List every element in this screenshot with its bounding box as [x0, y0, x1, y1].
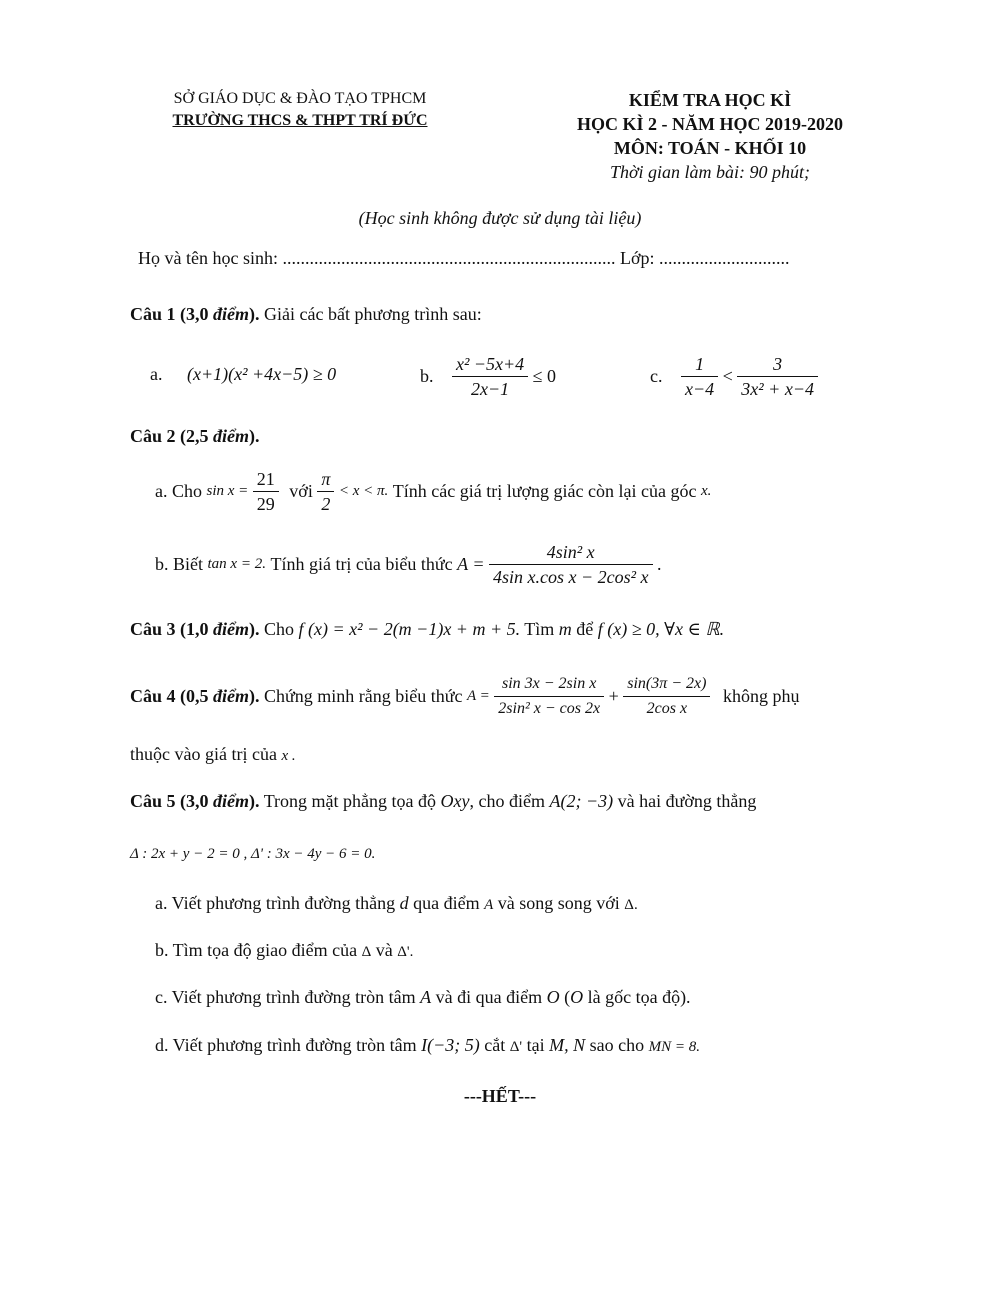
q2-b-label: b. Biết	[155, 554, 203, 574]
q5-d-condition: MN = 8.	[648, 1039, 700, 1055]
q2-b-tan: tan x = 2.	[207, 556, 266, 572]
exam-subject: MÔN: TOÁN - KHỐI 10	[613, 138, 807, 158]
school-name: TRƯỜNG THCS & THPT TRÍ ĐỨC	[172, 112, 428, 129]
header-left	[140, 88, 460, 132]
q5-a-end: và song song với	[497, 893, 620, 913]
q3	[130, 619, 724, 640]
q4-text-1: Chứng minh rằng biểu thức	[259, 686, 463, 706]
q5-text-2: , cho điểm	[469, 791, 545, 811]
department-name: SỞ GIÁO DỤC & ĐÀO TẠO TPHCM	[173, 90, 427, 107]
q3-text-1: Cho	[259, 619, 295, 639]
q5-b-delta-2: Δ'.	[397, 944, 414, 960]
q5-a	[155, 893, 638, 914]
q1-c-numerator-1: 1	[681, 352, 718, 377]
q1-b-numerator: x² −5x+4	[452, 352, 528, 377]
q2-a-var: x.	[700, 483, 712, 499]
q1-c-denominator-2: 3x² + x−4	[741, 379, 814, 399]
q5-a-A: A	[484, 897, 494, 913]
q1-c-label: c.	[650, 366, 663, 386]
student-line	[138, 248, 878, 269]
q5-text-1: Trong mặt phẳng tọa độ	[259, 791, 437, 811]
q5-b	[155, 940, 413, 961]
q5-c-A: A	[420, 987, 432, 1007]
q5-d-text: d. Viết phương trình đường tròn tâm	[155, 1035, 417, 1055]
q4-fraction-2	[623, 672, 710, 721]
q5-label: Câu 5 (3,0	[130, 791, 214, 811]
q2-a-pi-fraction	[317, 467, 334, 516]
q1-c	[650, 352, 818, 401]
q5-text-3: và hai đường thẳng	[617, 791, 757, 811]
q4-line-1	[130, 672, 799, 721]
q2-a-range: < x < π.	[338, 483, 389, 499]
q1-label: Câu 1 (3,0	[130, 304, 214, 324]
q2-b-denominator: 4sin x.cos x − 2cos² x	[492, 567, 649, 587]
q5-a-text: a. Viết phương trình đường thẳng	[155, 893, 396, 913]
q5-a-mid: qua điểm	[413, 893, 480, 913]
q4-numerator-1: sin 3x − 2sin x	[494, 672, 604, 697]
exam-title: KIỂM TRA HỌC KÌ	[628, 90, 792, 110]
q2-heading	[130, 426, 260, 447]
q5-c-O-2: O	[570, 987, 584, 1007]
q2-a-denominator: 29	[256, 494, 275, 514]
q4-plus: +	[608, 686, 619, 706]
q1-b-fraction	[452, 352, 528, 401]
q2-b-A: A =	[457, 554, 485, 574]
q5-c-mid: và đi qua điểm	[435, 987, 543, 1007]
q5-b-delta-1: Δ	[361, 944, 372, 960]
class-label: Lớp: .............................	[619, 248, 790, 268]
q4-fraction-1	[494, 672, 604, 721]
q5-a-delta: Δ.	[624, 897, 638, 913]
q1-c-relation: <	[722, 366, 733, 386]
q2-a	[155, 467, 711, 516]
q5-c	[155, 987, 691, 1008]
q2-a-sin: sin x =	[206, 483, 249, 499]
q1-c-fraction-1	[681, 352, 718, 401]
q2-a-text: Tính các giá trị lượng giác còn lại của góc	[392, 481, 697, 501]
q5-d-so: sao cho	[589, 1035, 645, 1055]
q4-text-3: thuộc vào giá trị của	[130, 744, 277, 764]
q2-a-pi-numerator: π	[317, 467, 334, 492]
q1-text: Giải các bất phương trình sau:	[259, 304, 482, 324]
q4-var: x .	[281, 748, 296, 764]
q2-a-fraction	[253, 467, 279, 516]
q5-b-and: và	[375, 940, 393, 960]
q1-b-relation: ≤ 0	[532, 366, 557, 386]
q5-d-cut: cắt	[484, 1035, 506, 1055]
q5-c-end: là gốc tọa độ).	[587, 987, 691, 1007]
end-mark: ---HẾT---	[463, 1086, 537, 1106]
q4-A: A =	[467, 688, 490, 704]
q3-condition: f (x) ≥ 0, ∀x ∈ ℝ.	[597, 619, 725, 639]
q5-lines: Δ : 2x + y − 2 = 0 , Δ' : 3x − 4y − 6 = 0.	[130, 846, 376, 862]
q1-c-fraction-2	[737, 352, 818, 401]
q2-b	[155, 540, 662, 589]
q2-a-numerator: 21	[253, 467, 279, 492]
q3-text-2: Tìm	[524, 619, 555, 639]
q4-numerator-2: sin(3π − 2x)	[623, 672, 710, 697]
q2-b-text: Tính giá trị của biểu thức	[270, 554, 453, 574]
q5-point-A: A(2; −3)	[549, 791, 614, 811]
q4-close: ).	[249, 686, 260, 706]
q3-var-m: m	[558, 619, 572, 639]
exam-term: HỌC KÌ 2 - NĂM HỌC 2019-2020	[577, 114, 843, 134]
q5-c-paren: (	[564, 987, 571, 1007]
q4-denominator-2: 2cos x	[646, 700, 688, 717]
q3-label: Câu 3 (1,0	[130, 619, 214, 639]
notice: (Học sinh không được sử dụng tài liệu)	[358, 208, 642, 228]
q1-c-denominator-1: x−4	[685, 379, 715, 399]
q5-points: điểm	[213, 791, 250, 811]
q2-a-pi-denominator: 2	[321, 494, 331, 514]
q2-b-numerator: 4sin² x	[489, 540, 653, 565]
q3-points: điểm	[213, 619, 250, 639]
q1-b	[420, 352, 556, 401]
q5-d-at: tại	[526, 1035, 545, 1055]
q1-a-expr: (x+1)(x² +4x−5) ≥ 0	[187, 364, 337, 384]
q2-close: ).	[249, 426, 260, 446]
q1-b-denominator: 2x−1	[471, 379, 510, 399]
q5-d-delta: Δ'	[509, 1039, 523, 1055]
q1-a	[150, 364, 336, 385]
q2-b-fraction	[489, 540, 653, 589]
q4-text-2: không phụ	[722, 686, 800, 706]
q1-c-numerator-2: 3	[737, 352, 818, 377]
q1-close: ).	[249, 304, 260, 324]
q5-d-MN: M, N	[549, 1035, 586, 1055]
q2-label: Câu 2 (2,5	[130, 426, 214, 446]
q3-expression: f (x) = x² − 2(m −1)x + m + 5.	[298, 619, 521, 639]
q5-b-text: b. Tìm tọa độ giao điểm của	[155, 940, 358, 960]
q2-b-end: .	[657, 554, 662, 574]
q3-text-3: để	[576, 619, 594, 639]
q5-c-text: c. Viết phương trình đường tròn tâm	[155, 987, 416, 1007]
q4-denominator-1: 2sin² x − cos 2x	[498, 700, 601, 717]
q4-label: Câu 4 (0,5	[130, 686, 214, 706]
q5-c-O: O	[546, 987, 560, 1007]
q1-a-label: a.	[150, 364, 163, 384]
q5-a-d: d	[399, 893, 409, 913]
q2-points: điểm	[213, 426, 250, 446]
q5-heading	[130, 791, 756, 812]
student-name-label: Họ và tên học sinh: ..........................................................................	[138, 248, 616, 268]
q2-a-label: a. Cho	[155, 481, 202, 501]
q1-points: điểm	[213, 304, 250, 324]
q1-heading	[130, 304, 482, 325]
header-right	[540, 88, 880, 184]
q4-points: điểm	[213, 686, 250, 706]
q5-oxy: Oxy	[440, 791, 470, 811]
q1-b-label: b.	[420, 366, 434, 386]
q3-close: ).	[249, 619, 260, 639]
exam-time: Thời gian làm bài: 90 phút;	[609, 162, 811, 182]
q4-line-2	[130, 744, 296, 765]
q5-d-I: I(−3; 5)	[421, 1035, 480, 1055]
q2-a-with: với	[289, 481, 313, 501]
q5-d	[155, 1035, 700, 1056]
q5-close: ).	[249, 791, 260, 811]
